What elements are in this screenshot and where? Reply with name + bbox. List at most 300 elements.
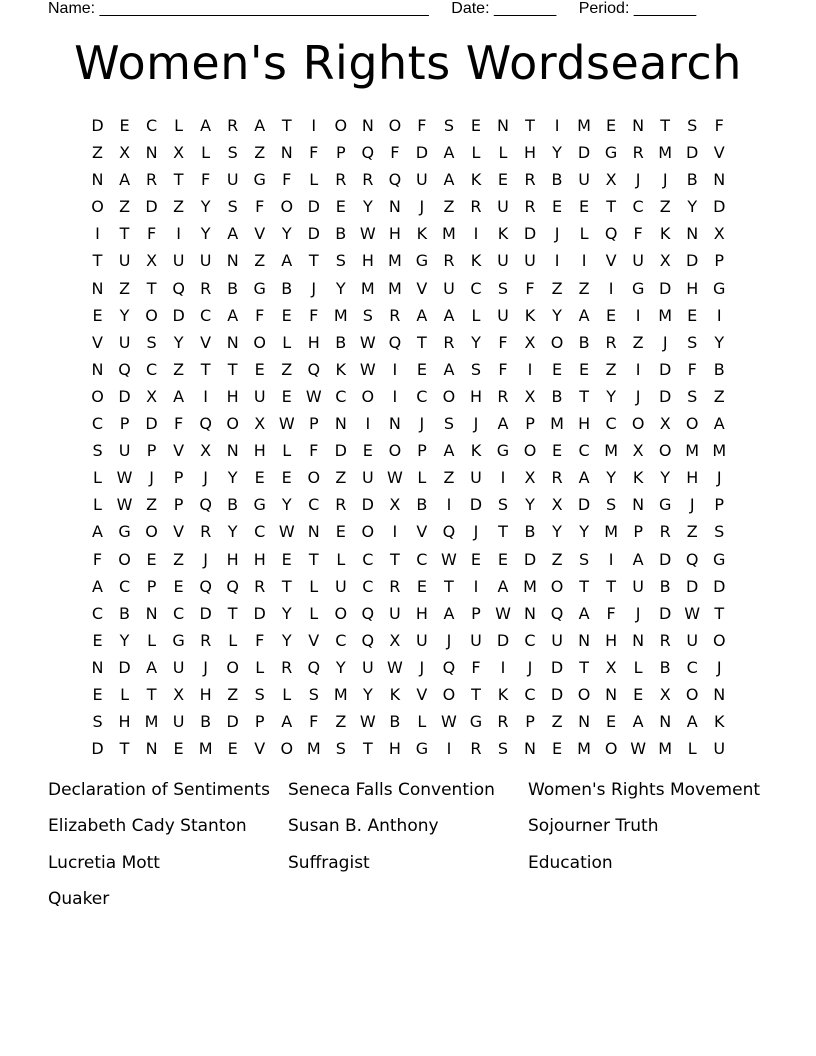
grid-letter[interactable]: N (145, 739, 158, 759)
grid-letter[interactable]: D (577, 495, 591, 515)
grid-letter[interactable]: G (253, 495, 266, 515)
grid-letter[interactable]: C (145, 359, 158, 379)
grid-letter[interactable]: B (686, 170, 698, 190)
grid-letter[interactable]: O (253, 332, 266, 352)
grid-letter[interactable]: D (361, 495, 374, 515)
grid-letter[interactable]: O (145, 305, 158, 325)
grid-letter[interactable]: Y (227, 468, 238, 488)
grid-letter[interactable]: G (658, 495, 672, 515)
name-field[interactable]: Name: _____________________________________ (48, 0, 429, 17)
grid-letter[interactable]: Z (254, 251, 266, 271)
grid-letter[interactable]: Y (552, 305, 562, 325)
grid-letter[interactable]: G (631, 278, 645, 298)
grid-letter[interactable]: F (687, 359, 697, 379)
grid-letter[interactable]: X (173, 143, 185, 163)
grid-letter[interactable]: O (631, 414, 645, 434)
grid-letter[interactable]: I (473, 576, 479, 596)
grid-letter[interactable]: F (417, 116, 427, 135)
grid-letter[interactable]: V (92, 332, 103, 352)
grid-letter[interactable]: Y (281, 630, 292, 650)
grid-letter[interactable]: O (550, 332, 564, 352)
grid-letter[interactable]: O (442, 386, 456, 406)
grid-letter[interactable]: R (227, 116, 239, 135)
grid-letter[interactable]: D (659, 386, 672, 406)
grid-letter[interactable]: K (416, 224, 428, 244)
grid-letter[interactable]: Q (550, 603, 564, 623)
grid-letter[interactable]: J (635, 170, 641, 190)
grid-letter[interactable]: G (415, 251, 429, 271)
grid-letter[interactable]: F (606, 603, 616, 623)
grid-letter[interactable]: I (392, 386, 398, 406)
grid-letter[interactable]: U (470, 468, 482, 488)
grid-letter[interactable]: B (713, 359, 725, 379)
grid-letter[interactable]: G (496, 441, 510, 461)
grid-letter[interactable]: V (200, 332, 212, 352)
grid-letter[interactable]: B (227, 278, 239, 298)
grid-letter[interactable]: S (254, 684, 265, 704)
grid-letter[interactable]: E (281, 386, 292, 406)
grid-letter[interactable]: D (172, 305, 185, 325)
grid-letter[interactable]: S (362, 305, 373, 325)
grid-letter[interactable]: T (606, 576, 616, 596)
grid-letter[interactable]: Y (227, 522, 238, 542)
grid-letter[interactable]: T (579, 657, 589, 677)
grid-letter[interactable]: O (280, 197, 294, 217)
grid-letter[interactable]: M (333, 305, 348, 325)
grid-letter[interactable]: T (281, 576, 292, 596)
grid-letter[interactable]: E (606, 305, 617, 325)
grid-letter[interactable]: X (632, 441, 644, 461)
grid-letter[interactable]: J (203, 657, 208, 677)
grid-letter[interactable]: B (335, 332, 347, 352)
grid-letter[interactable]: J (419, 414, 425, 434)
grid-letter[interactable]: J (689, 495, 695, 515)
grid-letter[interactable]: H (307, 332, 320, 352)
grid-letter[interactable]: E (119, 116, 130, 135)
grid-letter[interactable]: I (392, 522, 398, 542)
grid-letter[interactable]: Y (200, 224, 211, 244)
grid-letter[interactable]: T (579, 386, 589, 406)
grid-letter[interactable]: C (335, 630, 347, 650)
grid-letter[interactable]: T (173, 170, 184, 190)
grid-letter[interactable]: A (497, 576, 509, 596)
grid-letter[interactable]: H (226, 386, 239, 406)
grid-letter[interactable]: C (200, 305, 212, 325)
grid-letter[interactable]: W (116, 468, 133, 488)
grid-letter[interactable]: T (498, 522, 508, 542)
grid-letter[interactable]: J (419, 657, 425, 677)
grid-letter[interactable]: D (145, 197, 158, 217)
grid-letter[interactable]: F (498, 332, 508, 352)
grid-letter[interactable]: B (416, 495, 428, 515)
grid-letter[interactable]: S (92, 441, 103, 461)
grid-letter[interactable]: O (388, 441, 402, 461)
grid-letter[interactable]: R (200, 630, 212, 650)
grid-letter[interactable]: T (471, 684, 481, 704)
grid-letter[interactable]: Z (551, 278, 563, 298)
grid-letter[interactable]: U (497, 305, 509, 325)
grid-letter[interactable]: N (226, 441, 239, 461)
grid-letter[interactable]: R (632, 143, 644, 163)
grid-letter[interactable]: C (118, 576, 131, 596)
grid-letter[interactable]: Q (118, 359, 131, 379)
grid-letter[interactable]: Z (173, 359, 185, 379)
grid-letter[interactable]: A (92, 522, 103, 542)
grid-letter[interactable]: Y (579, 522, 589, 542)
grid-letter[interactable]: N (524, 739, 536, 759)
grid-letter[interactable]: F (714, 116, 724, 135)
grid-letter[interactable]: X (659, 251, 671, 271)
grid-letter[interactable]: K (470, 251, 482, 271)
grid-letter[interactable]: H (415, 603, 428, 623)
grid-letter[interactable]: U (226, 170, 239, 190)
grid-letter[interactable]: L (93, 468, 102, 488)
grid-letter[interactable]: S (443, 116, 454, 135)
grid-letter[interactable]: U (632, 251, 644, 271)
grid-letter[interactable]: S (606, 495, 617, 515)
grid-letter[interactable]: Y (552, 522, 562, 542)
grid-letter[interactable]: Q (442, 657, 456, 677)
grid-letter[interactable]: K (497, 684, 509, 704)
grid-letter[interactable]: U (416, 630, 428, 650)
grid-letter[interactable]: A (686, 712, 698, 732)
grid-letter[interactable]: D (307, 224, 320, 244)
grid-letter[interactable]: C (362, 576, 374, 596)
grid-letter[interactable]: W (278, 414, 295, 434)
grid-letter[interactable]: X (389, 495, 401, 515)
grid-letter[interactable]: O (145, 522, 158, 542)
grid-letter[interactable]: O (118, 549, 131, 569)
grid-letter[interactable]: Y (606, 468, 616, 488)
grid-letter[interactable]: G (604, 143, 618, 163)
grid-letter[interactable]: A (443, 603, 455, 623)
grid-letter[interactable]: Q (361, 603, 375, 623)
grid-letter[interactable]: B (281, 278, 293, 298)
grid-letter[interactable]: W (386, 468, 403, 488)
grid-letter[interactable]: M (144, 712, 159, 732)
grid-letter[interactable]: H (686, 278, 699, 298)
grid-letter[interactable]: U (389, 603, 401, 623)
grid-letter[interactable]: K (470, 170, 482, 190)
grid-letter[interactable]: M (306, 739, 321, 759)
grid-letter[interactable]: U (551, 630, 563, 650)
grid-letter[interactable]: Z (335, 468, 347, 488)
grid-letter[interactable]: L (228, 630, 238, 650)
grid-letter[interactable]: F (309, 143, 319, 163)
grid-letter[interactable]: N (91, 278, 104, 298)
grid-letter[interactable]: L (417, 468, 427, 488)
grid-letter[interactable]: Y (362, 684, 373, 704)
grid-letter[interactable]: B (524, 522, 536, 542)
grid-letter[interactable]: F (309, 712, 319, 732)
grid-letter[interactable]: C (254, 522, 266, 542)
grid-letter[interactable]: T (362, 739, 373, 759)
grid-letter[interactable]: O (361, 386, 375, 406)
grid-letter[interactable]: Z (551, 549, 563, 569)
grid-letter[interactable]: F (92, 549, 103, 569)
grid-letter[interactable]: F (390, 143, 400, 163)
grid-letter[interactable]: F (471, 657, 481, 677)
grid-letter[interactable]: R (443, 332, 455, 352)
grid-letter[interactable]: U (416, 170, 428, 190)
grid-letter[interactable]: A (632, 712, 644, 732)
grid-letter[interactable]: I (581, 251, 587, 271)
grid-letter[interactable]: A (443, 305, 455, 325)
grid-letter[interactable]: S (146, 332, 157, 352)
grid-letter[interactable]: O (685, 684, 699, 704)
grid-letter[interactable]: L (579, 224, 589, 244)
grid-letter[interactable]: O (334, 116, 348, 135)
grid-letter[interactable]: I (95, 224, 100, 244)
grid-letter[interactable]: Y (471, 332, 481, 352)
grid-letter[interactable]: U (632, 576, 644, 596)
grid-letter[interactable]: D (550, 684, 564, 704)
grid-letter[interactable]: Z (713, 386, 725, 406)
grid-letter[interactable]: M (685, 441, 700, 461)
grid-letter[interactable]: I (635, 359, 641, 379)
grid-letter[interactable]: S (227, 197, 238, 217)
grid-letter[interactable]: J (662, 332, 668, 352)
grid-letter[interactable]: X (605, 657, 617, 677)
grid-letter[interactable]: W (359, 359, 376, 379)
grid-letter[interactable]: X (389, 630, 401, 650)
grid-letter[interactable]: W (386, 657, 403, 677)
grid-letter[interactable]: D (118, 657, 131, 677)
grid-letter[interactable]: C (145, 116, 158, 135)
grid-letter[interactable]: N (388, 197, 401, 217)
grid-letter[interactable]: O (226, 414, 239, 434)
grid-letter[interactable]: Y (335, 657, 346, 677)
grid-letter[interactable]: N (307, 522, 320, 542)
grid-letter[interactable]: N (632, 630, 645, 650)
grid-letter[interactable]: E (606, 116, 617, 135)
grid-letter[interactable]: C (173, 603, 185, 623)
grid-letter[interactable]: T (92, 251, 103, 271)
grid-letter[interactable]: E (281, 468, 292, 488)
grid-letter[interactable]: Z (173, 549, 185, 569)
grid-letter[interactable]: D (686, 143, 699, 163)
grid-letter[interactable]: M (550, 414, 564, 434)
grid-letter[interactable]: H (199, 684, 212, 704)
grid-letter[interactable]: U (578, 170, 590, 190)
grid-letter[interactable]: D (686, 251, 699, 271)
grid-letter[interactable]: D (686, 576, 699, 596)
grid-letter[interactable]: E (92, 684, 103, 704)
grid-letter[interactable]: R (605, 332, 617, 352)
grid-letter[interactable]: Y (281, 224, 292, 244)
grid-letter[interactable]: L (93, 495, 102, 515)
grid-letter[interactable]: C (632, 197, 644, 217)
grid-letter[interactable]: F (255, 630, 265, 650)
grid-letter[interactable]: B (227, 495, 239, 515)
grid-letter[interactable]: R (659, 630, 671, 650)
grid-letter[interactable]: Y (362, 197, 373, 217)
grid-letter[interactable]: K (335, 359, 347, 379)
grid-letter[interactable]: T (714, 603, 725, 623)
grid-letter[interactable]: N (91, 657, 104, 677)
grid-letter[interactable]: F (309, 441, 319, 461)
grid-letter[interactable]: S (443, 414, 454, 434)
grid-letter[interactable]: R (146, 170, 158, 190)
grid-letter[interactable]: N (632, 116, 645, 135)
grid-letter[interactable]: D (523, 224, 537, 244)
grid-letter[interactable]: W (495, 603, 511, 623)
grid-letter[interactable]: P (173, 495, 184, 515)
grid-letter[interactable]: E (551, 197, 563, 217)
grid-letter[interactable]: O (361, 522, 375, 542)
grid-letter[interactable]: D (469, 495, 483, 515)
grid-letter[interactable]: S (497, 739, 509, 759)
grid-letter[interactable]: J (662, 170, 668, 190)
grid-letter[interactable]: A (578, 603, 590, 623)
grid-letter[interactable]: T (119, 224, 130, 244)
grid-letter[interactable]: A (443, 441, 455, 461)
grid-letter[interactable]: O (280, 739, 294, 759)
grid-letter[interactable]: D (145, 414, 158, 434)
period-field[interactable]: Period: _______ (578, 0, 697, 17)
grid-letter[interactable]: T (389, 549, 400, 569)
grid-letter[interactable]: Q (199, 414, 212, 434)
grid-letter[interactable]: P (714, 495, 725, 515)
grid-letter[interactable]: H (118, 712, 131, 732)
grid-letter[interactable]: T (227, 603, 238, 623)
grid-letter[interactable]: J (203, 549, 208, 569)
grid-letter[interactable]: L (309, 170, 319, 190)
grid-letter[interactable]: W (684, 603, 701, 623)
grid-letter[interactable]: R (524, 170, 536, 190)
grid-letter[interactable]: S (227, 143, 238, 163)
grid-letter[interactable]: X (524, 468, 536, 488)
grid-letter[interactable]: P (525, 414, 535, 434)
grid-letter[interactable]: F (309, 305, 319, 325)
grid-letter[interactable]: N (91, 359, 104, 379)
grid-letter[interactable]: A (632, 549, 644, 569)
grid-letter[interactable]: V (254, 739, 266, 759)
grid-letter[interactable]: Z (335, 712, 347, 732)
grid-letter[interactable]: Y (281, 495, 292, 515)
grid-letter[interactable]: C (470, 278, 482, 298)
grid-letter[interactable]: A (146, 657, 158, 677)
grid-letter[interactable]: W (278, 522, 295, 542)
grid-letter[interactable]: Q (685, 549, 699, 569)
grid-letter[interactable]: R (254, 576, 266, 596)
grid-letter[interactable]: X (146, 386, 158, 406)
grid-letter[interactable]: G (713, 549, 726, 569)
grid-letter[interactable]: X (605, 170, 617, 190)
grid-letter[interactable]: A (578, 468, 590, 488)
grid-letter[interactable]: U (524, 251, 536, 271)
grid-letter[interactable]: N (659, 712, 672, 732)
grid-letter[interactable]: A (443, 359, 455, 379)
grid-letter[interactable]: D (91, 739, 104, 759)
grid-letter[interactable]: J (635, 603, 641, 623)
grid-letter[interactable]: F (255, 197, 265, 217)
grid-letter[interactable]: Z (92, 143, 103, 163)
grid-letter[interactable]: L (255, 657, 265, 677)
grid-letter[interactable]: T (606, 197, 616, 217)
grid-letter[interactable]: Y (552, 143, 562, 163)
grid-letter[interactable]: N (361, 116, 374, 135)
grid-letter[interactable]: Z (173, 197, 185, 217)
grid-letter[interactable]: X (173, 684, 185, 704)
grid-letter[interactable]: O (226, 657, 239, 677)
grid-letter[interactable]: E (173, 576, 184, 596)
grid-letter[interactable]: P (308, 414, 319, 434)
grid-letter[interactable]: S (714, 522, 725, 542)
grid-letter[interactable]: M (712, 441, 727, 461)
grid-letter[interactable]: L (471, 305, 481, 325)
grid-letter[interactable]: A (227, 305, 239, 325)
grid-letter[interactable]: R (497, 386, 509, 406)
grid-letter[interactable]: E (227, 739, 238, 759)
grid-letter[interactable]: N (713, 684, 726, 704)
grid-letter[interactable]: C (362, 549, 374, 569)
grid-letter[interactable]: E (281, 305, 292, 325)
grid-letter[interactable]: G (253, 278, 266, 298)
grid-letter[interactable]: R (497, 712, 509, 732)
grid-letter[interactable]: A (416, 305, 428, 325)
grid-letter[interactable]: Q (199, 576, 212, 596)
grid-letter[interactable]: B (551, 170, 563, 190)
grid-letter[interactable]: A (443, 170, 455, 190)
grid-letter[interactable]: J (527, 657, 533, 677)
grid-letter[interactable]: G (469, 712, 483, 732)
grid-letter[interactable]: A (578, 305, 590, 325)
grid-letter[interactable]: M (387, 278, 402, 298)
grid-letter[interactable]: E (416, 576, 427, 596)
grid-letter[interactable]: K (524, 305, 536, 325)
grid-letter[interactable]: R (470, 739, 482, 759)
grid-letter[interactable]: S (470, 359, 482, 379)
grid-letter[interactable]: I (608, 549, 614, 569)
grid-letter[interactable]: V (416, 278, 428, 298)
grid-letter[interactable]: U (118, 441, 131, 461)
grid-letter[interactable]: Z (119, 278, 131, 298)
grid-letter[interactable]: D (118, 386, 131, 406)
grid-letter[interactable]: U (172, 251, 185, 271)
grid-letter[interactable]: I (392, 359, 398, 379)
grid-letter[interactable]: O (307, 468, 321, 488)
grid-letter[interactable]: Z (443, 468, 455, 488)
grid-letter[interactable]: C (308, 495, 320, 515)
grid-letter[interactable]: I (635, 305, 641, 325)
grid-letter[interactable]: Q (199, 495, 212, 515)
grid-letter[interactable]: W (630, 739, 647, 759)
grid-letter[interactable]: Q (361, 143, 375, 163)
grid-letter[interactable]: N (91, 170, 104, 190)
grid-letter[interactable]: F (525, 278, 535, 298)
grid-letter[interactable]: B (335, 224, 347, 244)
grid-letter[interactable]: S (335, 251, 346, 271)
grid-letter[interactable]: Y (660, 468, 671, 488)
grid-letter[interactable]: Y (173, 332, 184, 352)
grid-letter[interactable]: M (333, 684, 348, 704)
grid-letter[interactable]: O (577, 684, 591, 704)
grid-letter[interactable]: N (605, 684, 618, 704)
grid-letter[interactable]: R (524, 197, 536, 217)
grid-letter[interactable]: I (311, 116, 317, 135)
grid-letter[interactable]: H (578, 414, 591, 434)
grid-letter[interactable]: B (551, 386, 563, 406)
grid-letter[interactable]: A (281, 251, 293, 271)
grid-letter[interactable]: I (446, 495, 452, 515)
grid-letter[interactable]: Z (686, 522, 698, 542)
grid-letter[interactable]: U (253, 386, 266, 406)
grid-letter[interactable]: S (687, 386, 698, 406)
grid-letter[interactable]: S (308, 684, 319, 704)
grid-letter[interactable]: A (497, 414, 509, 434)
grid-letter[interactable]: M (604, 441, 619, 461)
